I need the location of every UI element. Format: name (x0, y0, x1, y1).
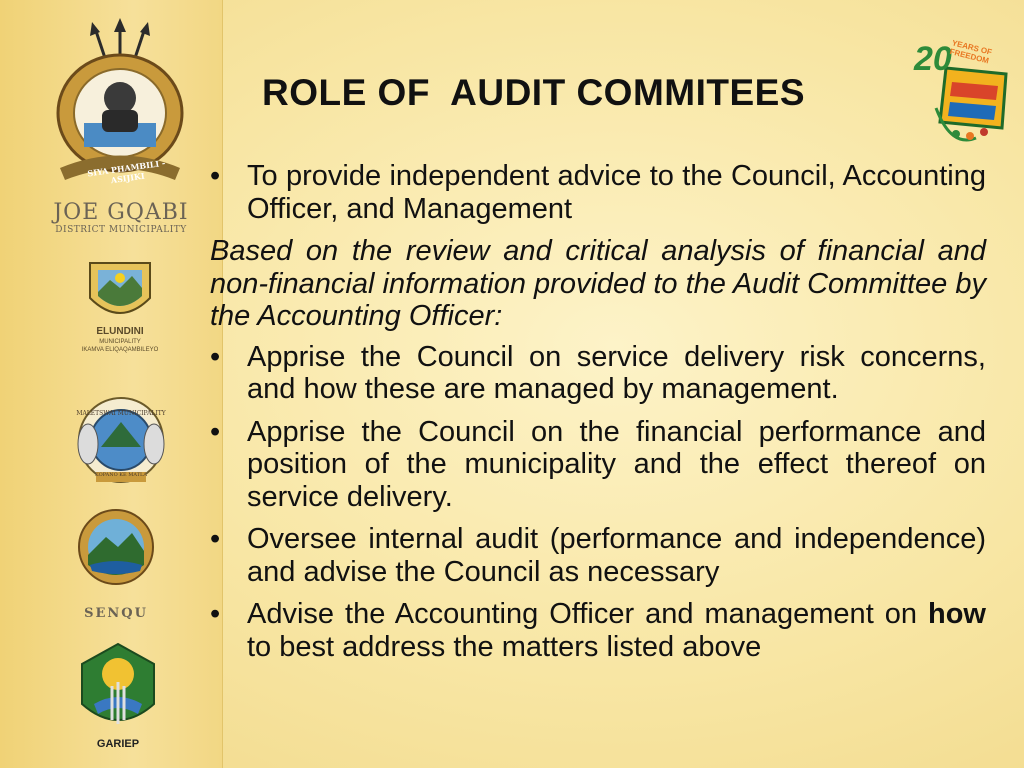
logo-sidebar (0, 0, 223, 768)
bullet-text: To provide independent advice to the Council, Accounting Officer, and Management (247, 160, 986, 225)
bullet-item (210, 341, 986, 406)
freedom-number: 20 (914, 40, 952, 78)
joe-gqabi-banner: SIYA PHAMBILI - ASIJIKI (86, 157, 166, 186)
bullet-text: Oversee internal audit (performance and independence) and advise the Council as necessary (247, 523, 986, 588)
bullet-icon: • (210, 598, 221, 630)
bullet-icon: • (210, 415, 221, 448)
freedom-text: YEARS OF FREEDOM (948, 38, 993, 66)
elundini-logo (80, 258, 160, 328)
bullet-icon: • (210, 340, 221, 373)
gariep-name: GARIEP (96, 738, 140, 750)
bullet-text: Apprise the Council on the financial performance and position of the municipality and the effect thereof on service delivery. (247, 415, 986, 513)
bullet-text: Apprise the Council on service delivery risk concerns, and how these are managed by management. (247, 340, 986, 405)
maletswai-name: MALETSWAI MUNICIPALITY (76, 410, 166, 417)
senqu-name: SENQU (84, 606, 148, 621)
elundini-name: ELUNDINI (96, 326, 144, 337)
maletswai-motto: KOPANO KE MATLA (95, 472, 147, 478)
twenty-years-freedom-logo (906, 38, 1016, 163)
joe-gqabi-name: JOE GQABI (53, 200, 189, 225)
gariep-logo (78, 642, 158, 737)
slide-title: ROLE OF AUDIT COMMITEES (262, 72, 806, 113)
bullet-emphasis: how (928, 598, 986, 630)
bullet-item (210, 523, 986, 588)
elundini-subtitle: MUNICIPALITY (99, 339, 141, 345)
elundini-motto: IKAMVA ELIQAQAMBILEYO (81, 347, 159, 353)
bullet-text (247, 598, 986, 663)
joe-gqabi-subtitle: DISTRICT MUNICIPALITY (55, 225, 187, 235)
bullet-text-suffix: to best address the matters listed above (247, 630, 762, 663)
bullet-item (210, 598, 986, 663)
senqu-logo (76, 505, 156, 600)
bullet-icon: • (210, 523, 221, 555)
bullet-item (210, 160, 986, 225)
intro-paragraph: Based on the review and critical analysis of financial and non-financial information provided to the Audit Committee by the Accounting Officer: (210, 235, 986, 332)
bullet-icon: • (210, 160, 221, 192)
bullet-text-prefix: Advise the Accounting Officer and management on (247, 598, 928, 630)
bullet-item (210, 416, 986, 514)
slide-content (210, 160, 986, 673)
